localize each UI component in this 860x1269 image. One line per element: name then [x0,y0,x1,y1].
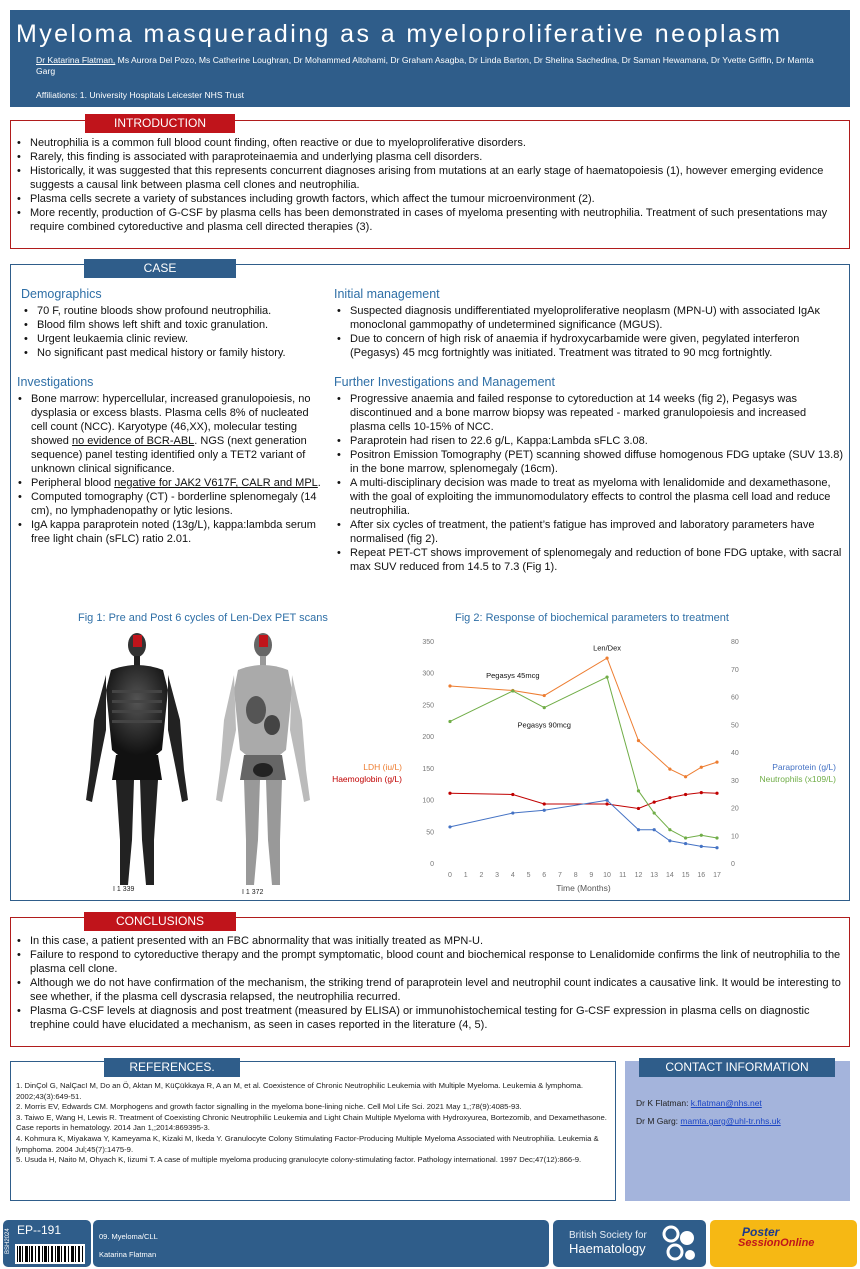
series-point [543,694,546,697]
series-point [668,768,671,771]
series-point [637,807,640,810]
reference-item: 2. Morris EV, Edwards CM. Morphogens and growth factor signalling in the myeloma bone-lining niche. Cell Mol Life Sci. 2021 May 1,;78(9):4085-93. [16,1102,522,1112]
x-tick-label: 11 [619,872,627,879]
email-link[interactable]: k.flatman@nhs.net [690,1098,762,1108]
y-right-tick-label: 40 [731,750,739,757]
bone-marrow-text-cont: . NGS (next generation sequence) panel testing identified only a TET2 variant of unknown clinical significance. [31,435,307,475]
series-point [543,802,546,805]
pet-scan-images [76,630,324,898]
jak2-result: negative for JAK2 V617F, CALR and MPL [114,477,318,489]
left-axis-series-label: LDH (iu/L) [363,762,402,772]
contact-name: Dr M Garg: [636,1116,681,1126]
x-tick-label: 1 [463,872,468,879]
pso-line2: SessionOnline [738,1237,815,1249]
series-point [715,761,718,764]
x-tick-label: 9 [589,872,594,879]
bone-marrow-text: Bone marrow: hypercellular, increased granulopoiesis, no dysplasia or excess blasts. Plasma cells 8% of nucleated cell count (NCC). Karyotype (46,XX), molecular testing showed [31,393,311,447]
poster-category: 09. Myeloma/CLL [99,1232,158,1241]
list-item: • Due to concern of high risk of anaemia if hydroxycarbamide were given, pegylated interferon (Pegasys) 45 mcg fortnightly was initiated. Treatment was titrated to 90 mcg fortnightly. [334,332,844,360]
series-point [637,789,640,792]
series-point [543,809,546,812]
y-right-tick-label: 30 [731,777,739,785]
list-item: • A multi-disciplinary decision was made to treat as myeloma with lenalidomide and dexamethasone, with the goal of exploiting the immunomodulatory effects to control the plasma cell load and reduce neutrophilia. [334,476,844,518]
y-left-tick-label: 300 [422,670,434,678]
y-right-tick-label: 20 [731,805,739,813]
first-author: Dr Katarina Flatman, [36,55,116,65]
further-management-list [334,392,844,574]
series-point [653,828,656,831]
introduction-list [14,136,844,234]
y-left-tick-label: 150 [422,765,434,773]
poster-session-online-logo [710,1220,857,1267]
series-point [684,836,687,839]
x-tick-label: 7 [557,872,562,879]
series-point [605,675,608,678]
series-line [450,677,717,838]
category-box [93,1220,549,1267]
series-point [637,828,640,831]
x-tick-label: 13 [650,872,659,879]
x-tick-label: 17 [713,872,721,879]
pso-line1: Poster [742,1225,780,1239]
series-point [684,842,687,845]
list-item: • After six cycles of treatment, the patient’s fatigue has improved and laboratory parameters have normalised (fig 2). [334,518,844,546]
series-point [684,793,687,796]
bsh-name-line1: British Society for [569,1230,647,1241]
y-right-tick-label: 0 [731,861,735,868]
chart-annotation: Pegasys 90mcg [517,720,571,730]
list-item: • More recently, production of G-CSF by plasma cells has been demonstrated in cases of myeloma presenting with neutrophilia. Treatment of such presentations may require combined cytoreductive and plasma cell directed therapies (3). [14,206,844,234]
further-management-heading: Further Investigations and Management [334,375,555,389]
y-left-tick-label: 100 [422,797,434,805]
bsh-name-line2: Haematology [569,1241,646,1256]
series-point [715,846,718,849]
series-point [511,811,514,814]
list-item: • Plasma cells secrete a variety of substances including growth factors, which affect the tumour microenvironment (2). [14,192,844,206]
series-point [668,796,671,799]
peripheral-blood-text-cont: . [317,477,321,489]
chart-annotation: Len/Dex [593,643,622,653]
investigations-list [15,392,326,546]
series-point [448,792,451,795]
series-line [450,800,717,847]
series-point [668,828,671,831]
series-point [653,811,656,814]
y-right-tick-label: 60 [731,694,739,702]
right-axis-series-label: Paraprotein (g/L) [772,762,836,772]
bcr-abl-result: no evidence of BCR-ABL [71,435,195,447]
list-item: • Although we do not have confirmation of the mechanism, the striking trend of paraprotein level and neutrophil count indicates a causative link. It would be interesting to see whether, if the plasma cell dyscrasia relapsed, the neutrophilia recurred. [14,976,844,1004]
series-point [684,775,687,778]
y-right-tick-label: 50 [731,722,739,730]
co-authors: Ms Aurora Del Pozo, Ms Catherine Loughran, Dr Mohammed Altohami, Dr Graham Asagba, Dr Linda Barton, Dr Shelina Sachedina, Dr Saman Hewamana, Dr Yvette Griffin, Dr Mamta Garg [36,55,814,76]
list-item: • Neutrophilia is a common full blood count finding, often reactive or due to myeloproliferative disorders. [14,136,844,150]
conclusions-list [14,934,844,1032]
investigations-heading: Investigations [17,375,94,389]
bsh-logo-box [553,1220,706,1267]
vertical-code: BSH2024 [5,1228,11,1254]
list-item: • Rarely, this finding is associated with paraproteinaemia and underlying plasma cell disorders. [14,150,844,164]
y-right-tick-label: 10 [731,833,739,841]
references-heading: REFERENCES. [104,1058,240,1077]
list-item: • No significant past medical history or family history. [21,346,326,360]
reference-item: 1. DinÇol G, NalÇacI M, Do an Ö, Aktan M, KüÇükkaya R, A an M, et al. Coexistence of Chronic Neutrophilic Leukemia with Multiple Myeloma. Leukemia & lymphoma. 2002;43(3):649-51. [16,1081,583,1101]
x-tick-label: 10 [603,872,611,879]
y-left-tick-label: 200 [422,734,434,742]
list-item: • Failure to respond to cytoreductive therapy and the prompt symptomatic, blood count and biochemical response to Lenalidomide confirms the link of neutrophilia to the plasma cell clone. [14,948,844,976]
list-item: • Positron Emission Tomography (PET) scanning showed diffuse homogenous FDG uptake (SUV 13.8) in the bone marrow, splenomegaly (16cm). [334,448,844,476]
x-tick-label: 0 [448,872,452,879]
y-right-tick-label: 80 [731,639,739,646]
list-item [15,392,326,476]
case-heading: CASE [84,259,236,278]
list-item: • Urgent leukaemia clinic review. [21,332,326,346]
x-tick-label: 12 [634,872,643,879]
email-link[interactable]: mamta.garg@uhl-tr.nhs.uk [680,1116,781,1126]
references-section [10,1061,616,1201]
fig2-title: Fig 2: Response of biochemical parameters to treatment [455,612,729,624]
introduction-heading: INTRODUCTION [85,114,235,133]
pet-scan-post [216,633,310,885]
contact-garg [636,1116,781,1126]
left-axis-series-label: Haemoglobin (g/L) [332,774,402,784]
list-item: • In this case, a patient presented with an FBC abnormality that was initially treated as MPN-U. [14,934,844,948]
contact-section [625,1061,850,1201]
series-point [605,799,608,802]
list-item: • Blood film shows left shift and toxic granulation. [21,318,326,332]
x-tick-label: 5 [526,872,531,879]
series-point [715,792,718,795]
list-item: • Computed tomography (CT) - borderline splenomegaly (14 cm), no lymphadenopathy or lytic lesions. [15,490,326,518]
poster-header [10,10,850,107]
poster-id: EP--191 [17,1223,62,1237]
y-right-tick-label: 70 [731,666,739,674]
series-point [715,836,718,839]
pet-scan-post-label: I 1 372 [242,889,264,896]
author-list [36,55,826,77]
fig1-title: Fig 1: Pre and Post 6 cycles of Len-Dex PET scans [78,612,328,624]
series-point [653,801,656,804]
reference-item: 5. Usuda H, Naito M, Ohyach K, Iizumi T. A case of multiple myeloma producing granulocyte colony-stimulating factor. Pathology international. 1997 Dec;47(12):866-9. [16,1155,582,1165]
list-item: • Paraprotein had risen to 22.6 g/L, Kappa:Lambda sFLC 3.08. [334,434,844,448]
series-point [668,839,671,842]
series-point [700,845,703,848]
list-item: • IgA kappa paraprotein noted (13g/L), kappa:lambda serum free light chain (sFLC) ratio 2.01. [15,518,326,546]
list-item: • Repeat PET-CT shows improvement of splenomegaly and reduction of bone FDG uptake, with sacral max SUV reduced from 14.5 to 7.3 (Fig 1). [334,546,844,574]
y-left-tick-label: 0 [430,861,434,868]
x-tick-label: 14 [665,872,674,879]
series-point [448,825,451,828]
initial-management-heading: Initial management [334,287,440,301]
list-item: • 70 F, routine bloods show profound neutrophilia. [21,304,326,318]
series-point [700,766,703,769]
chart-annotation: Pegasys 45mcg [486,670,540,680]
x-tick-label: 16 [697,872,706,879]
contact-flatman [636,1098,762,1108]
series-line [450,793,717,809]
response-chart [330,630,846,896]
list-item: • Progressive anaemia and failed response to cytoreduction at 14 weeks (fig 2), Pegasys was discontinued and a bone marrow biopsy was repeated - marked granulopoiesis and increased plasma cells 10-15% of NCC. [334,392,844,434]
x-tick-label: 2 [479,872,484,879]
pet-scan-pre-label: I 1 339 [113,886,135,893]
pet-scan-pre [86,633,188,885]
list-item: • Plasma G-CSF levels at diagnosis and post treatment (measured by ELISA) or immunohistochemical testing for G-CSF expression in plasma cells on diagnostic trephine could have elucidated a mechanism, as seen in cases reported in the literature (4, 5). [14,1004,844,1032]
reference-item: 4. Kohmura K, Miyakawa Y, Kameyama K, Kizaki M, Ikeda Y. Granulocyte Colony Stimulating Factor-Producing Multiple Myeloma Associated with Neutrophilia. Leukemia & lymphoma. 2004 Jul;45(7):1475-9. [16,1133,599,1154]
demographics-heading: Demographics [21,287,102,301]
series-point [605,802,608,805]
list-item: • Suspected diagnosis undifferentiated myeloproliferative neoplasm (MPN-U) with associated IgAκ monoclonal gammopathy of undetermined significance (MGUS). [334,304,844,332]
series-point [511,689,514,692]
poster-title: Myeloma masquerading as a myeloproliferative neoplasm [16,20,783,48]
series-point [448,684,451,687]
barcode-icon [15,1244,85,1264]
y-left-tick-label: 50 [426,829,434,837]
initial-management-list [334,304,844,360]
affiliations: Affiliations: 1. University Hospitals Leicester NHS Trust [36,90,245,100]
list-item [15,476,326,490]
x-axis-label: Time (Months) [556,883,611,893]
series-point [448,720,451,723]
contact-name: Dr K Flatman: [636,1098,691,1108]
presenter-name: Katarina Flatman [99,1250,157,1259]
contact-heading: CONTACT INFORMATION [639,1058,835,1077]
conclusions-heading: CONCLUSIONS [84,912,236,931]
bsh-logo-icon [659,1224,699,1262]
demographics-list [21,304,326,360]
x-tick-label: 4 [510,872,515,879]
y-left-tick-label: 350 [422,639,434,646]
x-tick-label: 6 [542,872,547,879]
x-tick-label: 3 [495,872,500,879]
reference-item: 3. Taiwo E, Wang H, Lewis R. Treatment of Coexisting Chronic Neutrophilic Leukemia and Light Chain Multiple Myeloma with Hydroxyurea, Bortezomib, and Dexamethasone. Case reports in hematology. 2014 Jan 1,;2014:869395-3. [16,1112,607,1133]
series-point [700,834,703,837]
x-tick-label: 8 [573,872,578,879]
peripheral-blood-text: Peripheral blood [31,477,115,489]
series-point [700,791,703,794]
series-point [605,657,608,660]
x-tick-label: 15 [681,872,690,879]
y-left-tick-label: 250 [422,702,434,710]
right-axis-series-label: Neutrophils (x109/L) [759,774,836,784]
series-point [543,706,546,709]
poster-id-box [3,1220,91,1267]
list-item: • Historically, it was suggested that this represents concurrent diagnoses arising from mutations at an early stage of haematopoiesis (1), however emerging evidence suggests a causal link between plasma cell clones and neutrophilia. [14,164,844,192]
series-point [637,739,640,742]
series-point [511,793,514,796]
